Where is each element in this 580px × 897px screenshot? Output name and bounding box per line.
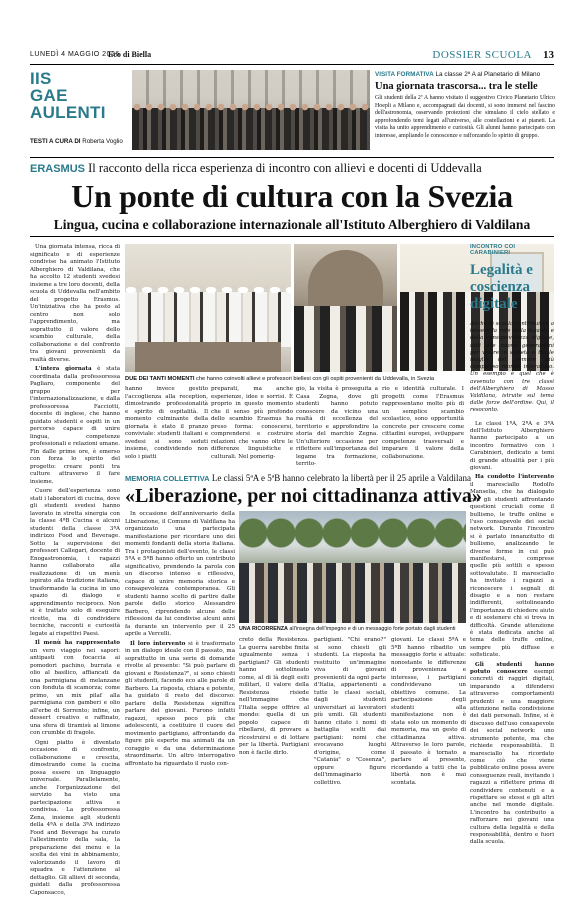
byline: [30, 138, 123, 145]
issue-date: LUNEDÌ 4 MAGGIO 2026: [30, 51, 120, 58]
paragraph: [30, 366, 120, 486]
planetarium-article: [375, 70, 555, 141]
planetarium-title: Una giornata trascorsa... tra le stelle: [375, 81, 555, 93]
erasmus-kicker: [30, 161, 554, 176]
paragraph: [470, 474, 554, 659]
byline-label: TESTI A CURA DI: [30, 138, 81, 145]
page-header: [30, 50, 554, 65]
article-column-3: [211, 386, 293, 468]
students-photo-small: [294, 244, 397, 372]
sidebar-title: Legalità e coscienza digitale: [470, 262, 554, 313]
paragraph: [30, 640, 120, 738]
main-subheadline: Lingua, cucina e collaborazione internazionale all'Istituto Alberghiero di Valdilana: [30, 217, 554, 233]
planetarium-kicker: [375, 70, 555, 79]
sidebar-intro: Anche la scuola contribuisce a tessere la rete della legalità e della consapevolezza digitale, utili alle nuove generazioni per vivere in società e tra le maglie del sempre più complesso mondo interattivo. Un esempio è quel che è avvenuto con tre classi dell'Alberghiero di Masso Valdilana, istruite sul tema dalle forze dell'ordine. Qui, il resoconto.: [470, 321, 554, 415]
liberation-group-photo: [239, 511, 466, 623]
paragraph-text: è stata coordinata dalla professoressa Pagliaro, componente del gruppo per l'internazionalizzazione, e dalla professoressa Facciotti, docente di inglese, che hanno guidato studenti e ospiti in un percorso capace di unire lingua, competenze professionali e relazioni umane. Fin dalle prime ore, è emerso con forza lo spirito del progetto: creare ponti tra culture attraverso il fare insieme.: [30, 366, 120, 485]
paragraph: creto della Resistenza. La guerra sarebbe finita ugualmente senza i partigiani? Gli studenti hanno sottolineato come, al di là degli esiti militari, il valore della Resistenza risiede nell'immagine che l'Italia seppe offrire al mondo: quella di un popolo capace di ribellarsi, di provare a ricostruirsi e di lottare per la libertà. Partigiani non è facile dirlo.: [239, 637, 309, 757]
caption-text: che hanno coinvolti allievi e professori biellesi con gli ospiti provenienti da Uddevalla, in Svezia: [194, 376, 434, 382]
planetarium-kicker-tag: VISITA FORMATIVA: [375, 71, 434, 78]
paragraph: Le classi 1ªA, 2ªA e 3ªA dell'Istituto Alberghiero hanno partecipato a un incontro formativo con i Carabinieri, dedicato a temi di grande attualità per i più giovani.: [470, 421, 554, 473]
byline-author: Roberta Voglio: [82, 138, 123, 145]
article-column-1: [30, 244, 120, 864]
kitchen-lab-photo: [125, 244, 291, 372]
caption-text: all'insegna dell'impegno e di un messaggio forte portato dagli studenti: [288, 626, 455, 632]
memoria-column-1: [125, 511, 235, 861]
school-name-line2: GAE AULENTI: [30, 87, 130, 121]
paragraph: Una giornata intensa, ricca di significato e di esperienze condivise ha animato l'Istituto Alberghiero di Valdilana, che ha accolto 12 studenti svedesi insieme a tre loro docenti, della scuola di Uddevalla nell'ambito del progetto Erasmus. Un'iniziativa che ha posto al centro non solo l'apprendimento, ma soprattutto il valore dello scambio culturale, della collaborazione e del confronto tra giovani provenienti da realtà diverse.: [30, 244, 120, 364]
paragraph: In occasione dell'anniversario della Liberazione, il Comune di Valdilana ha organizzato una partecipata manifestazione per ricordare uno dei momenti fondanti della storia italiana. Tra i protagonisti dell'evento, le classi 5ªA e 5ªB hanno offerto un contributo significativo, prendendo la parola con un discorso intenso e riflessivo, capace di unire memoria storica e consapevolezza contemporanea. Gli studenti hanno scelto di partire dalle parole dello storico Alessandro Barbero, riprendendo alcune delle riflessioni da lui condivise alcuni anni fa durante un intervento per il 25 aprile a Vercelli.: [125, 511, 235, 639]
paragraph: gio, la visita è proseguita a Casa Zegna, dove gli studenti hanno potuto conoscere da vicino una realtà di eccellenza del territorio e approfondire la storia del marchio Zegna. Un'ulteriore occasione per riflettere sull'importanza del legame tra formazione, territo-: [296, 386, 378, 469]
memoria-tag: MEMORIA COLLETTIVA: [125, 474, 210, 483]
lead-in: Gli studenti hanno potuto conoscere: [470, 662, 554, 675]
sidebar-legality: [470, 244, 554, 891]
paragraph-text: si è trasformato in un dialogo ideale con il passato, ma soprattutto in una serie di domande rivolte al presente: "Si può parlare di giovani e Resistenza?", si sono chiesti gli studenti, facendo eco alle parole di Barbero. La risposta, chiara e potente, ha guidato il resto del discorso: parlare della Resistenza significa parlare dei giovani. Furono infatti ragazzi, spesso poco più che adolescenti, a costituire il cuore del movimento partigiano, affrontando da figure più esperte ma animati da un coraggio e da una determinazione straordinarie. Un altro interrogativo affrontato ha riguardato il ruolo con-: [125, 641, 235, 767]
paragraph: [470, 662, 554, 847]
article-column-2: [125, 386, 208, 468]
paragraph: Ogni piatto è diventato occasione di confronto, collaborazione e crescita, dimostrando come la cucina possa essere un linguaggio universale. Parallelamente, anche l'organizzazione del servizio ha visto una partecipazione attiva e condivisa. La professoressa Zena, insieme agli studenti della 4ªA e della 3ªA indirizzo Food and Beverage ha curato l'allestimento della sala, la preparazione dei menu e la scelta dei vini in abbinamento, valorizzando il lavoro di squadra e l'attenzione al dettaglio. Gli allievi di seconda, guidati dalla professoressa Caponsacco,: [30, 740, 120, 897]
lead-in: Il menù ha rappresentato: [35, 640, 120, 646]
publication-name: Eco di Biella: [108, 50, 151, 59]
paragraph: [125, 641, 235, 769]
divider: [30, 236, 554, 237]
caption-lead: UNA RICORRENZA: [239, 626, 288, 632]
erasmus-tag: ERASMUS: [30, 163, 85, 175]
sidebar-kicker: INCONTRO COI CARABINIERI: [470, 244, 554, 256]
section-title: DOSSIER SCUOLA: [432, 49, 532, 61]
school-name: [30, 70, 130, 121]
paragraph: preparati, ma anche esperienze, idee e sorrisi. È proprio in questo momento che il senso più profondo dello scambio Erasmus ha preso forma: conoscersi, comprendersi e costruire relazioni che vanno oltre le differenze linguistiche e culturali. Nel pomerig-: [211, 386, 293, 461]
article-column-5: [382, 386, 464, 468]
planetarium-body: Gli studenti della 2ª A hanno visitato il suggestivo Civico Planetario Ulrico Hoepli a Milano e, accompagnati dai docenti, si sono immersi nel fascino dell'astronomia, osservando proiezioni che simulano il cielo stellato e approfondendo temi legati all'universo, alle costellazioni e ai pianeti. La visita ha unito apprendimento e curiosità. Gli alunni hanno partecipato con interesse, ampliando le conoscenze e rafforzando lo spirito di gruppo.: [375, 95, 555, 141]
caption-lead: DUE DEI TANTI MOMENTI: [125, 376, 194, 382]
paragraph: partigiani. "Chi erano?" si sono chiesti gli studenti. La risposta ha restituito un'immagine viva di giovani provenienti da ogni parte d'Italia, appartenenti a tutte le classi sociali, dagli studenti universitari ai lavoratori più umili. Gli studenti hanno citato i nomi di battaglia scelti dai partigiani: nomi che evocavano luoghi d'origine, come "Catania" o "Cosenza", oppure figure dell'immaginario collettivo.: [314, 637, 386, 787]
paragraph: hanno invece gestito l'accoglienza alla reception, dimostrando professionalità e spirito di ospitalità. Il momento culminante della giornata è stato il pranzo conviviale: studenti italiani e svedesi si sono seduti insieme, condividendo non solo i piatti: [125, 386, 208, 461]
sidebar-body: [470, 421, 554, 891]
paragraph-text: esempi concreti di raggiri digitali, imparando a difendersi attraverso comportamenti prudenti e una maggiore attenzione nella condivisione dei dati personali. Infine, si è discusso dell'uso consapevole dei social network: uno strumento potente, ma che richiede responsabilità. Il maresciallo ha ricordato come ciò che viene pubblicato online possa avere conseguenze reali, invitando i ragazzi a riflettere prima di condividere contenuti e a rispettare se stessi e gli altri anche nel mondo digitale. L'incontro ha contribuito a rafforzare nei giovani una cultura della legalità e della responsabilità, dentro e fuori dalla scuola.: [470, 669, 554, 845]
paragraph: Cuore dell'esperienza sono stati i laboratori di cucina, dove gli studenti svedesi hanno lavorato in stretta sinergia con la classe 4ªB Cucina e alcuni studenti della classe 3ªA indirizzo Food and Beverage. Sotto la supervisione dei professori Callegari, docente di Enogastronomia, i ragazzi hanno collaborato alla realizzazione di un menù ispirato alla tradizione italiana, trasformando la cucina in uno spazio di dialogo e apprendimento reciproco. Non si è trattato solo di eseguire ricette, ma di condividere tecniche, racconti e curiosità legate ai rispettivi Paesi.: [30, 488, 120, 638]
memoria-column-2: [239, 637, 309, 862]
lead-in: L'intera giornata: [35, 366, 92, 372]
paragraph: giovani. Le classi 5ªA e 5ªB hanno ribadito un messaggio forte e attuale: nonostante le differenze di provenienza e interesse, i partigiani condividevano un obiettivo comune. La partecipazione degli studenti alla manifestazione non è stata solo un momento di memoria, ma un gesto di cittadinanza attiva. Attraverso le loro parole, il passato è tornato a parlare al presente, ricordando a tutti che la libertà non è mai scontata.: [391, 637, 466, 787]
erasmus-kicker-text: Il racconto della ricca esperienza di incontro con allievi e docenti di Uddevalla: [88, 161, 482, 175]
lead-in: Il loro intervento: [130, 641, 185, 647]
divider: [30, 157, 554, 158]
paragraph: rio e identità culturale. I progetti come l'Erasmus rappresentano molto più di un semplice scambio scolastico, sono opportunità concrete per crescere come cittadini europei, sviluppare competenze trasversali e imparare il valore della collaborazione.: [382, 386, 464, 461]
memoria-kicker-text: Le classi 5ªA e 5ªB hanno celebrato la libertà per il 25 aprile a Valdilana: [212, 473, 471, 483]
paragraph-text: un vero viaggio nei sapori: antipasti con focaccia ai pomodori pachino, burrata e olio al basilico, affiancati da una parmigiana di melanzane con fonduta di scamorza; come primo, un mix pilaf alla parmigiana con gamberi e olio all'erbe di Sorrento; infine, un dessert creativo e raffinato, una sfera di tiramisù al limone con crumble di fragole.: [30, 648, 120, 737]
memoria-column-4: [391, 637, 466, 862]
planetarium-group-photo: [132, 70, 370, 150]
memoria-column-3: [314, 637, 386, 862]
article-column-4: [296, 386, 378, 468]
photo-caption: [239, 626, 466, 632]
school-name-line1: IIS: [30, 70, 130, 87]
memoria-kicker: [125, 473, 465, 483]
page-number: 13: [543, 49, 554, 61]
memoria-headline: «Liberazione, per noi cittadinanza attiva»: [125, 484, 465, 508]
paragraph-text: il maresciallo Rodolfo Manselia, che ha dialogato con gli studenti affrontando questioni cruciali come il bullismo, le truffe online e l'uso consapevole dei social network. Durante l'incontro si è parlato innanzitutto di bullismo, analizzando le diverse forme in cui può manifestarsi, comprese quelle più sottili e spesso sottovalutate. Il maresciallo ha invitato i ragazzi a riconoscere i segnali di disagio e a non restare indifferenti, sottolineando l'importanza di chiedere aiuto e di sostenere chi si trova in difficoltà. Grande attenzione è stata dedicata anche al tema delle truffe online, sempre più diffuse e sofisticate.: [470, 482, 554, 658]
planetarium-kicker-text: La classe 2ª A al Planetario di Milano: [435, 71, 540, 78]
main-headline: Un ponte di cultura con la Svezia: [30, 178, 554, 214]
lead-in: Ha condotto l'intervento: [475, 474, 554, 480]
